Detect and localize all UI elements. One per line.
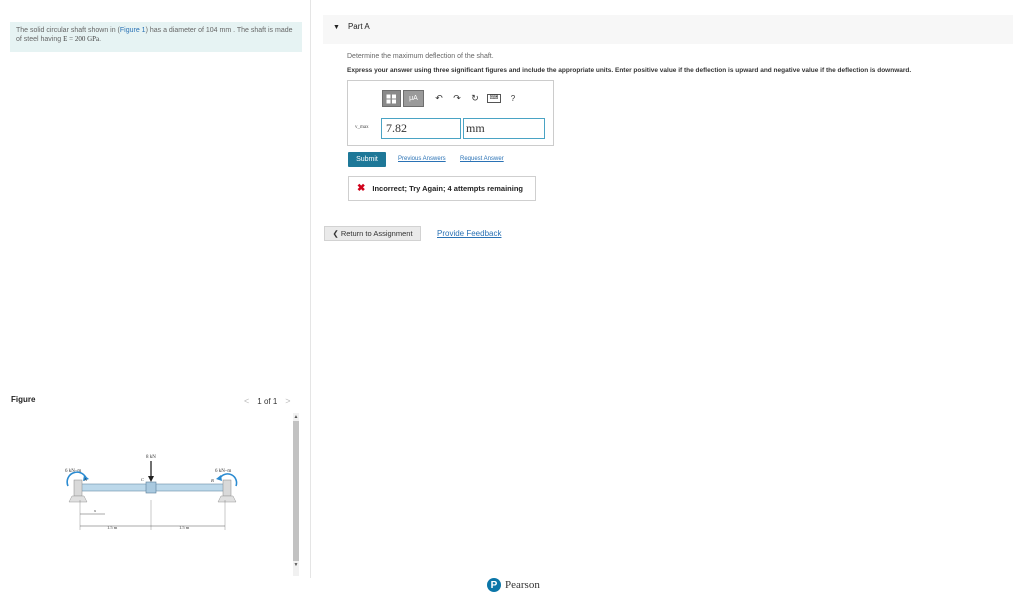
provide-feedback-link[interactable]: Provide Feedback <box>437 229 502 238</box>
moment-left-label: 6 kN–m <box>65 469 82 474</box>
force-label: 8 kN <box>146 455 156 460</box>
redo-icon[interactable]: ↷ <box>453 93 461 103</box>
feedback-text: Incorrect; Try Again; 4 attempts remaining <box>372 184 523 193</box>
x-var-label: x <box>94 508 96 513</box>
figure-scrollbar-thumb[interactable] <box>293 421 299 561</box>
previous-answers-link[interactable]: Previous Answers <box>398 156 446 162</box>
support-a-block <box>74 480 82 496</box>
instructions-text: Express your answer using three significant figures and include the appropriate units. Enter positive value if the deflection is upward and negative value if the deflection is downward. <box>347 67 912 74</box>
pearson-logo <box>487 578 540 592</box>
problem-statement <box>10 22 302 52</box>
point-b-label: B <box>211 478 214 483</box>
problem-text: The solid circular shaft shown in ( <box>16 27 120 34</box>
span-left-label: 1.5 m <box>107 525 118 530</box>
answer-value-input[interactable]: 7.82 <box>381 118 461 139</box>
left-panel <box>0 0 310 612</box>
answer-toolbar <box>382 90 522 107</box>
collapse-triangle-icon[interactable]: ▼ <box>333 24 340 31</box>
reset-icon[interactable]: ↻ <box>471 93 479 103</box>
prev-figure-button[interactable]: < <box>244 396 250 406</box>
problem-text-2: ) has a diameter of 104 mm . The shaft is made of steel having <box>16 27 293 43</box>
next-figure-button[interactable]: > <box>285 396 291 406</box>
modulus-value: E = 200 GPa <box>63 35 100 43</box>
load-collar <box>146 482 156 493</box>
template-icon[interactable] <box>382 90 401 107</box>
span-right-label: 1.5 m <box>179 525 190 530</box>
undo-icon[interactable]: ↶ <box>435 93 443 103</box>
question-text: Determine the maximum deflection of the shaft. <box>347 53 494 60</box>
figure-page-label: 1 of 1 <box>257 396 278 406</box>
panel-divider <box>310 0 311 578</box>
units-button[interactable]: μA <box>403 90 424 107</box>
shaft-figure <box>50 440 250 540</box>
support-b-block <box>223 480 231 496</box>
pearson-brand: Pearson <box>505 579 540 591</box>
return-to-assignment-button[interactable]: ❮ Return to Assignment <box>324 226 421 241</box>
figure-link[interactable]: Figure 1 <box>119 27 146 34</box>
moment-right-label: 6 kN–m <box>215 469 232 474</box>
pearson-p-icon: P <box>487 578 501 592</box>
request-answer-link[interactable]: Request Answer <box>460 156 504 162</box>
part-title: Part A <box>347 22 370 31</box>
support-b-base <box>218 496 236 502</box>
error-x-icon: ✖ <box>357 183 366 194</box>
keyboard-icon[interactable]: ⌨ <box>487 94 501 103</box>
figure-pager <box>244 396 291 406</box>
point-c-label: C <box>141 477 145 482</box>
scroll-up-icon[interactable]: ▲ <box>293 414 299 420</box>
force-arrowhead <box>148 476 154 482</box>
point-a-label: A <box>84 477 87 482</box>
submit-button[interactable]: Submit <box>348 152 386 167</box>
incorrect-feedback <box>348 176 536 201</box>
answer-variable-label: v_max <box>355 125 369 130</box>
scroll-down-icon[interactable]: ▼ <box>293 562 299 568</box>
part-a-header[interactable] <box>323 15 1013 44</box>
help-button[interactable]: ? <box>510 94 516 103</box>
support-a-base <box>69 496 87 502</box>
problem-text-end: . <box>99 36 102 43</box>
figure-title: Figure <box>11 395 36 404</box>
answer-unit-input[interactable]: mm <box>463 118 545 139</box>
